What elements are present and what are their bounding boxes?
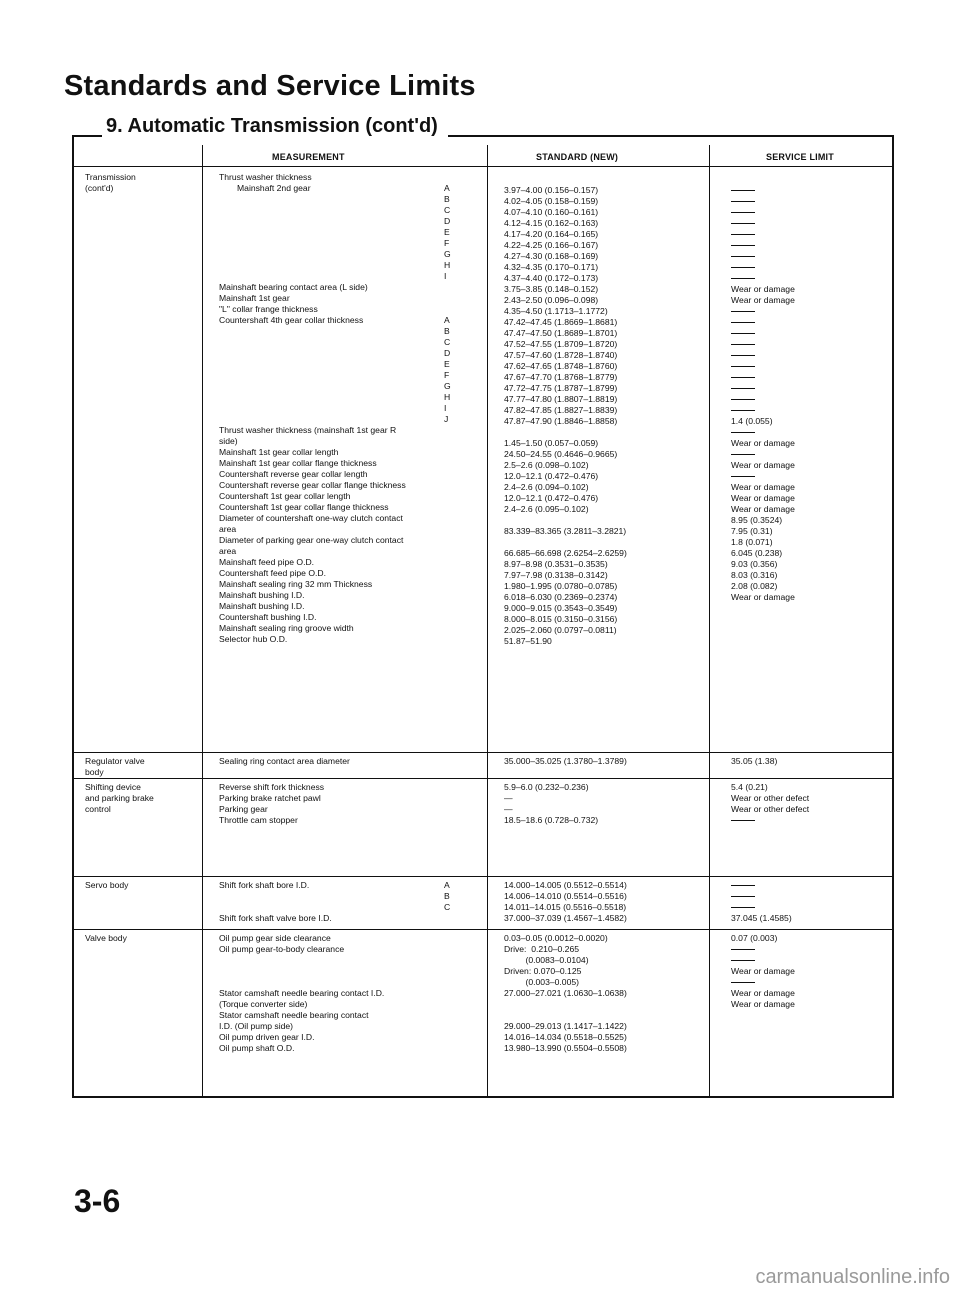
no-limit-dash (731, 405, 755, 416)
service-limit-value: Wear or damage (731, 966, 795, 976)
standard-value: 14.011–14.015 (0.5516–0.5518) (504, 902, 627, 912)
standard-value: 1.980–1.995 (0.0780–0.0785) (504, 581, 618, 591)
measurement-row (219, 227, 481, 238)
service-limit-value: Wear or damage (731, 504, 795, 514)
measurement-row (219, 557, 481, 568)
service-limit-value: 35.05 (1.38) (731, 756, 778, 766)
footer-watermark: carmanualsonline.info (755, 1266, 950, 1288)
standard-value: 6.018–6.030 (0.2369–0.2374) (504, 592, 618, 602)
standard-value (504, 999, 704, 1010)
measurement-column (219, 172, 481, 645)
no-limit-dash (731, 196, 755, 207)
measurement-text: Countershaft reverse gear collar length (219, 469, 368, 479)
size-letter: C (444, 902, 451, 912)
service-limit-value: 8.03 (0.316) (731, 570, 778, 580)
measurement-row (219, 326, 481, 337)
measurement-text: Stator camshaft needle bearing contact I.D. (219, 988, 385, 998)
standard-value: 83.339–83.365 (3.2811–3.2821) (504, 526, 627, 536)
section-title: 9. Automatic Transmission (cont'd) (102, 115, 448, 138)
standard-value: 13.980–13.990 (0.5504–0.5508) (504, 1043, 627, 1053)
measurement-text: Selector hub O.D. (219, 634, 288, 644)
measurement-row (219, 414, 481, 425)
group-name-line: Servo body (85, 880, 129, 890)
standard-value: — (504, 804, 513, 814)
no-limit-dash (731, 328, 755, 339)
size-letter: B (444, 326, 450, 336)
standard-value: 4.35–4.50 (1.1713–1.1772) (504, 306, 608, 316)
no-limit-dash (731, 229, 755, 240)
measurement-row (219, 337, 481, 348)
standard-value: 2.5–2.6 (0.098–0.102) (504, 460, 589, 470)
measurement-text: Diameter of parking gear one-way clutch contact (219, 535, 404, 545)
measurement-row (219, 933, 481, 944)
group-name-line: Regulator valve (85, 756, 145, 766)
service-limit-column (731, 185, 886, 603)
measurement-text: Reverse shift fork thickness (219, 782, 325, 792)
service-limit-value: Wear or damage (731, 438, 795, 448)
group-name-line: Valve body (85, 933, 127, 943)
measurement-row (219, 1032, 481, 1043)
standard-value: Drive: 0.210–0.265 (504, 944, 580, 954)
standard-value: 51.87–51.90 (504, 636, 552, 646)
service-limit-value: Wear or damage (731, 460, 795, 470)
no-limit-dash (731, 218, 755, 229)
standard-value: 66.685–66.698 (2.6254–2.6259) (504, 548, 627, 558)
group-name-line: Shifting device (85, 782, 141, 792)
service-limit-value: Wear or damage (731, 999, 795, 1009)
standard-value: 4.37–4.40 (0.172–0.173) (504, 273, 599, 283)
service-limit-value: Wear or other defect (731, 804, 810, 814)
measurement-row (219, 612, 481, 623)
measurement-text: Countershaft bushing I.D. (219, 612, 317, 622)
measurement-row (219, 513, 481, 524)
measurement-text: Sealing ring contact area diameter (219, 756, 350, 766)
page-number: 3-6 (74, 1183, 121, 1219)
service-limit-value: 5.4 (0.21) (731, 782, 768, 792)
column-divider (487, 145, 488, 1097)
standard-value: — (504, 793, 513, 803)
group-name-line: body (85, 767, 104, 777)
measurement-row (219, 966, 481, 977)
measurement-row (219, 491, 481, 502)
group-divider (72, 778, 894, 779)
measurement-row (219, 392, 481, 403)
standard-value: 14.006–14.010 (0.5514–0.5516) (504, 891, 627, 901)
measurement-row (219, 891, 481, 902)
standard-value: 4.12–4.15 (0.162–0.163) (504, 218, 599, 228)
no-limit-dash (731, 449, 755, 460)
no-limit-dash (731, 339, 755, 350)
standard-value: 9.000–9.015 (0.3543–0.3549) (504, 603, 618, 613)
measurement-row (219, 238, 481, 249)
size-letter: I (444, 271, 447, 281)
measurement-text: Countershaft feed pipe O.D. (219, 568, 327, 578)
standard-value (504, 427, 704, 438)
measurement-text: I.D. (Oil pump side) (219, 1021, 294, 1031)
standard-value: 8.97–8.98 (0.3531–0.3535) (504, 559, 608, 569)
standard-value: 37.000–37.039 (1.4567–1.4582) (504, 913, 627, 923)
standard-value: Driven: 0.070–0.125 (504, 966, 582, 976)
no-limit-dash (731, 977, 755, 988)
service-limit-value: 37.045 (1.4585) (731, 913, 792, 923)
group-name-line: and parking brake (85, 793, 154, 803)
no-limit-dash (731, 815, 755, 826)
measurement-text: Oil pump shaft O.D. (219, 1043, 295, 1053)
measurement-row (219, 955, 481, 966)
no-limit-dash (731, 880, 755, 891)
service-limit-value: Wear or damage (731, 592, 795, 602)
standard-column (504, 756, 704, 767)
standard-value (504, 515, 704, 526)
measurement-row (219, 880, 481, 891)
service-limit-value: Wear or other defect (731, 793, 810, 803)
no-limit-dash (731, 251, 755, 262)
standard-value: 27.000–27.021 (1.0630–1.0638) (504, 988, 627, 998)
measurement-column (219, 756, 481, 767)
size-letter: A (444, 880, 450, 890)
measurement-text: Countershaft 1st gear collar flange thickness (219, 502, 389, 512)
measurement-row (219, 315, 481, 326)
standard-value: 5.9–6.0 (0.232–0.236) (504, 782, 589, 792)
size-letter: C (444, 205, 451, 215)
measurement-row (219, 348, 481, 359)
size-letter: E (444, 227, 450, 237)
service-limit-value: Wear or damage (731, 493, 795, 503)
size-letter: G (444, 381, 451, 391)
measurement-text: Throttle cam stopper (219, 815, 298, 825)
standard-value: 4.02–4.05 (0.158–0.159) (504, 196, 599, 206)
size-letter: F (444, 370, 450, 380)
standard-value: 47.72–47.75 (1.8787–1.8799) (504, 383, 618, 393)
no-limit-dash (731, 427, 755, 438)
measurement-text: (Torque converter side) (219, 999, 308, 1009)
service-limit-value: Wear or damage (731, 988, 795, 998)
standard-value: 4.27–4.30 (0.168–0.169) (504, 251, 599, 261)
standard-value: 4.17–4.20 (0.164–0.165) (504, 229, 599, 239)
measurement-row (219, 205, 481, 216)
service-limit-value: 8.95 (0.3524) (731, 515, 783, 525)
service-limit-value: 7.95 (0.31) (731, 526, 773, 536)
measurement-text: Shift fork shaft valve bore I.D. (219, 913, 332, 923)
measurement-row (219, 579, 481, 590)
measurement-column (219, 782, 481, 826)
no-limit-dash (731, 891, 755, 902)
measurement-row (219, 370, 481, 381)
service-limit-value: Wear or damage (731, 482, 795, 492)
group-name-line: (cont'd) (85, 183, 114, 193)
no-limit-dash (731, 902, 755, 913)
standard-value: 3.75–3.85 (0.148–0.152) (504, 284, 599, 294)
measurement-row (219, 260, 481, 271)
measurement-text: Mainshaft 1st gear (219, 293, 290, 303)
measurement-row (219, 271, 481, 282)
size-letter: A (444, 183, 450, 193)
standard-value: 12.0–12.1 (0.472–0.476) (504, 493, 599, 503)
group-name (85, 782, 154, 815)
standard-value (504, 537, 704, 548)
no-limit-dash (731, 317, 755, 328)
header-standard: STANDARD (NEW) (536, 152, 619, 162)
measurement-text: Mainshaft bushing I.D. (219, 601, 305, 611)
no-limit-dash (731, 471, 755, 482)
standard-value: 18.5–18.6 (0.728–0.732) (504, 815, 599, 825)
standard-value: 29.000–29.013 (1.1417–1.1422) (504, 1021, 627, 1031)
size-letter: E (444, 359, 450, 369)
measurement-row (219, 756, 481, 767)
measurement-row (219, 623, 481, 634)
standard-value (504, 1010, 704, 1021)
size-letter: A (444, 315, 450, 325)
group-name (85, 880, 128, 891)
standard-column (504, 782, 704, 826)
group-divider (72, 752, 894, 753)
standard-value: 4.07–4.10 (0.160–0.161) (504, 207, 599, 217)
size-letter: C (444, 337, 451, 347)
measurement-text: "L" collar frange thickness (219, 304, 318, 314)
standard-value: 1.45–1.50 (0.057–0.059) (504, 438, 599, 448)
group-name-line: Transmission (85, 172, 136, 182)
measurement-row (219, 436, 481, 447)
service-limit-value: 1.4 (0.055) (731, 416, 773, 426)
measurement-text: Parking brake ratchet pawl (219, 793, 321, 803)
service-limit-value: Wear or damage (731, 284, 795, 294)
service-limit-value: 0.07 (0.003) (731, 933, 778, 943)
measurement-row (219, 977, 481, 988)
measurement-row (219, 913, 481, 924)
service-limit-value: 2.08 (0.082) (731, 581, 778, 591)
measurement-row (219, 304, 481, 315)
measurement-row (219, 634, 481, 645)
measurement-text: Oil pump gear side clearance (219, 933, 331, 943)
measurement-column (219, 880, 481, 924)
measurement-column (219, 933, 481, 1054)
measurement-text: area (219, 546, 237, 556)
size-letter: D (444, 348, 451, 358)
measurement-row (219, 782, 481, 793)
size-letter: B (444, 194, 450, 204)
measurement-row (219, 793, 481, 804)
measurement-row (219, 469, 481, 480)
measurement-row (219, 172, 481, 183)
standard-value: 47.77–47.80 (1.8807–1.8819) (504, 394, 618, 404)
measurement-row (219, 502, 481, 513)
measurement-text: Thrust washer thickness (mainshaft 1st gear R (219, 425, 397, 435)
column-divider (202, 145, 203, 1097)
service-limit-column (731, 782, 886, 826)
measurement-row (219, 282, 481, 293)
measurement-row (219, 902, 481, 913)
measurement-row (219, 216, 481, 227)
standard-value: 8.000–8.015 (0.3150–0.3156) (504, 614, 618, 624)
measurement-row (219, 1021, 481, 1032)
service-limit-value: Wear or damage (731, 295, 795, 305)
measurement-text: Countershaft 1st gear collar length (219, 491, 351, 501)
size-letter: D (444, 216, 451, 226)
measurement-row (219, 359, 481, 370)
measurement-text: area (219, 524, 237, 534)
service-limit-value: 9.03 (0.356) (731, 559, 778, 569)
no-limit-dash (731, 273, 755, 284)
measurement-row (219, 804, 481, 815)
standard-value: 47.87–47.90 (1.8846–1.8858) (504, 416, 618, 426)
measurement-row (219, 458, 481, 469)
standard-value: 0.03–0.05 (0.0012–0.0020) (504, 933, 608, 943)
standard-value: (0.003–0.005) (504, 977, 580, 987)
measurement-row (219, 447, 481, 458)
standard-value: 4.32–4.35 (0.170–0.171) (504, 262, 599, 272)
measurement-row (219, 381, 481, 392)
group-name (85, 172, 136, 194)
measurement-row (219, 988, 481, 999)
group-divider (72, 929, 894, 930)
group-name-line: control (85, 804, 111, 814)
no-limit-dash (731, 240, 755, 251)
measurement-row (219, 1043, 481, 1054)
size-letter: H (444, 260, 451, 270)
no-limit-dash (731, 306, 755, 317)
measurement-text: Mainshaft feed pipe O.D. (219, 557, 315, 567)
measurement-row (219, 999, 481, 1010)
measurement-text: Parking gear (219, 804, 268, 814)
standard-value: 4.22–4.25 (0.166–0.167) (504, 240, 599, 250)
standard-value: 7.97–7.98 (0.3138–0.3142) (504, 570, 608, 580)
measurement-row (219, 425, 481, 436)
measurement-row (219, 601, 481, 612)
measurement-text: Mainshaft 2nd gear (237, 183, 311, 193)
size-letter: B (444, 891, 450, 901)
measurement-text: Mainshaft sealing ring 32 mm Thickness (219, 579, 373, 589)
standard-value: 35.000–35.025 (1.3780–1.3789) (504, 756, 627, 766)
measurement-text: Mainshaft bearing contact area (L side) (219, 282, 368, 292)
no-limit-dash (731, 383, 755, 394)
service-limit-column (731, 880, 886, 924)
standard-value: 47.82–47.85 (1.8827–1.8839) (504, 405, 618, 415)
no-limit-dash (731, 207, 755, 218)
measurement-row (219, 194, 481, 205)
measurement-row (219, 546, 481, 557)
size-letter: G (444, 249, 451, 259)
measurement-text: Shift fork shaft bore I.D. (219, 880, 310, 890)
standard-value: 2.4–2.6 (0.094–0.102) (504, 482, 589, 492)
standard-value: 2.025–2.060 (0.0797–0.0811) (504, 625, 617, 635)
measurement-row (219, 568, 481, 579)
no-limit-dash (731, 955, 755, 966)
no-limit-dash (731, 361, 755, 372)
group-name (85, 933, 127, 944)
measurement-text: Oil pump gear-to-body clearance (219, 944, 345, 954)
standard-column (504, 185, 704, 647)
standard-column (504, 933, 704, 1054)
standard-value: 2.43–2.50 (0.096–0.098) (504, 295, 599, 305)
header-rule (72, 166, 894, 167)
standard-value: 2.4–2.6 (0.095–0.102) (504, 504, 589, 514)
measurement-row (219, 1010, 481, 1021)
measurement-text: Oil pump driven gear I.D. (219, 1032, 315, 1042)
measurement-text: Countershaft reverse gear collar flange thickness (219, 480, 406, 490)
measurement-text: Countershaft 4th gear collar thickness (219, 315, 364, 325)
service-limit-column (731, 756, 886, 767)
measurement-text: Stator camshaft needle bearing contact (219, 1010, 369, 1020)
measurement-text: Mainshaft 1st gear collar flange thickness (219, 458, 377, 468)
standard-value: 47.52–47.55 (1.8709–1.8720) (504, 339, 618, 349)
measurement-text: Mainshaft bushing I.D. (219, 590, 305, 600)
measurement-row (219, 293, 481, 304)
size-letter: H (444, 392, 451, 402)
service-limit-value: 6.045 (0.238) (731, 548, 783, 558)
measurement-text: Mainshaft sealing ring groove width (219, 623, 354, 633)
size-letter: I (444, 403, 447, 413)
header-service-limit: SERVICE LIMIT (766, 152, 834, 162)
standard-value: 47.57–47.60 (1.8728–1.8740) (504, 350, 618, 360)
standard-value: (0.0083–0.0104) (504, 955, 589, 965)
measurement-text: side) (219, 436, 238, 446)
no-limit-dash (731, 394, 755, 405)
measurement-row (219, 480, 481, 491)
service-limit-column (731, 933, 886, 1010)
measurement-row (219, 944, 481, 955)
no-limit-dash (731, 372, 755, 383)
standard-value: 24.50–24.55 (0.4646–0.9665) (504, 449, 618, 459)
no-limit-dash (731, 944, 755, 955)
measurement-row (219, 815, 481, 826)
no-limit-dash (731, 185, 755, 196)
column-divider (709, 145, 710, 1097)
measurement-row (219, 403, 481, 414)
group-divider (72, 876, 894, 877)
header-measurement: MEASUREMENT (272, 152, 345, 162)
page-title: Standards and Service Limits (64, 70, 476, 102)
standard-value: 47.42–47.45 (1.8669–1.8681) (504, 317, 618, 327)
size-letter: J (444, 414, 449, 424)
measurement-row (219, 590, 481, 601)
service-limit-value: 1.8 (0.071) (731, 537, 773, 547)
standard-value: 47.47–47.50 (1.8689–1.8701) (504, 328, 618, 338)
standard-value: 47.62–47.65 (1.8748–1.8760) (504, 361, 618, 371)
measurement-row (219, 183, 481, 194)
measurement-text: Diameter of countershaft one-way clutch contact (219, 513, 403, 523)
standard-value: 3.97–4.00 (0.156–0.157) (504, 185, 599, 195)
no-limit-dash (731, 350, 755, 361)
measurement-row (219, 535, 481, 546)
standard-value: 12.0–12.1 (0.472–0.476) (504, 471, 599, 481)
no-limit-dash (731, 262, 755, 273)
standard-column (504, 880, 704, 924)
standard-value: 47.67–47.70 (1.8768–1.8779) (504, 372, 618, 382)
size-letter: F (444, 238, 450, 248)
group-name (85, 756, 145, 778)
standard-value: 14.000–14.005 (0.5512–0.5514) (504, 880, 627, 890)
measurement-row (219, 249, 481, 260)
measurement-text: Mainshaft 1st gear collar length (219, 447, 339, 457)
measurement-row (219, 524, 481, 535)
standard-value: 14.016–14.034 (0.5518–0.5525) (504, 1032, 627, 1042)
measurement-text: Thrust washer thickness (219, 172, 312, 182)
